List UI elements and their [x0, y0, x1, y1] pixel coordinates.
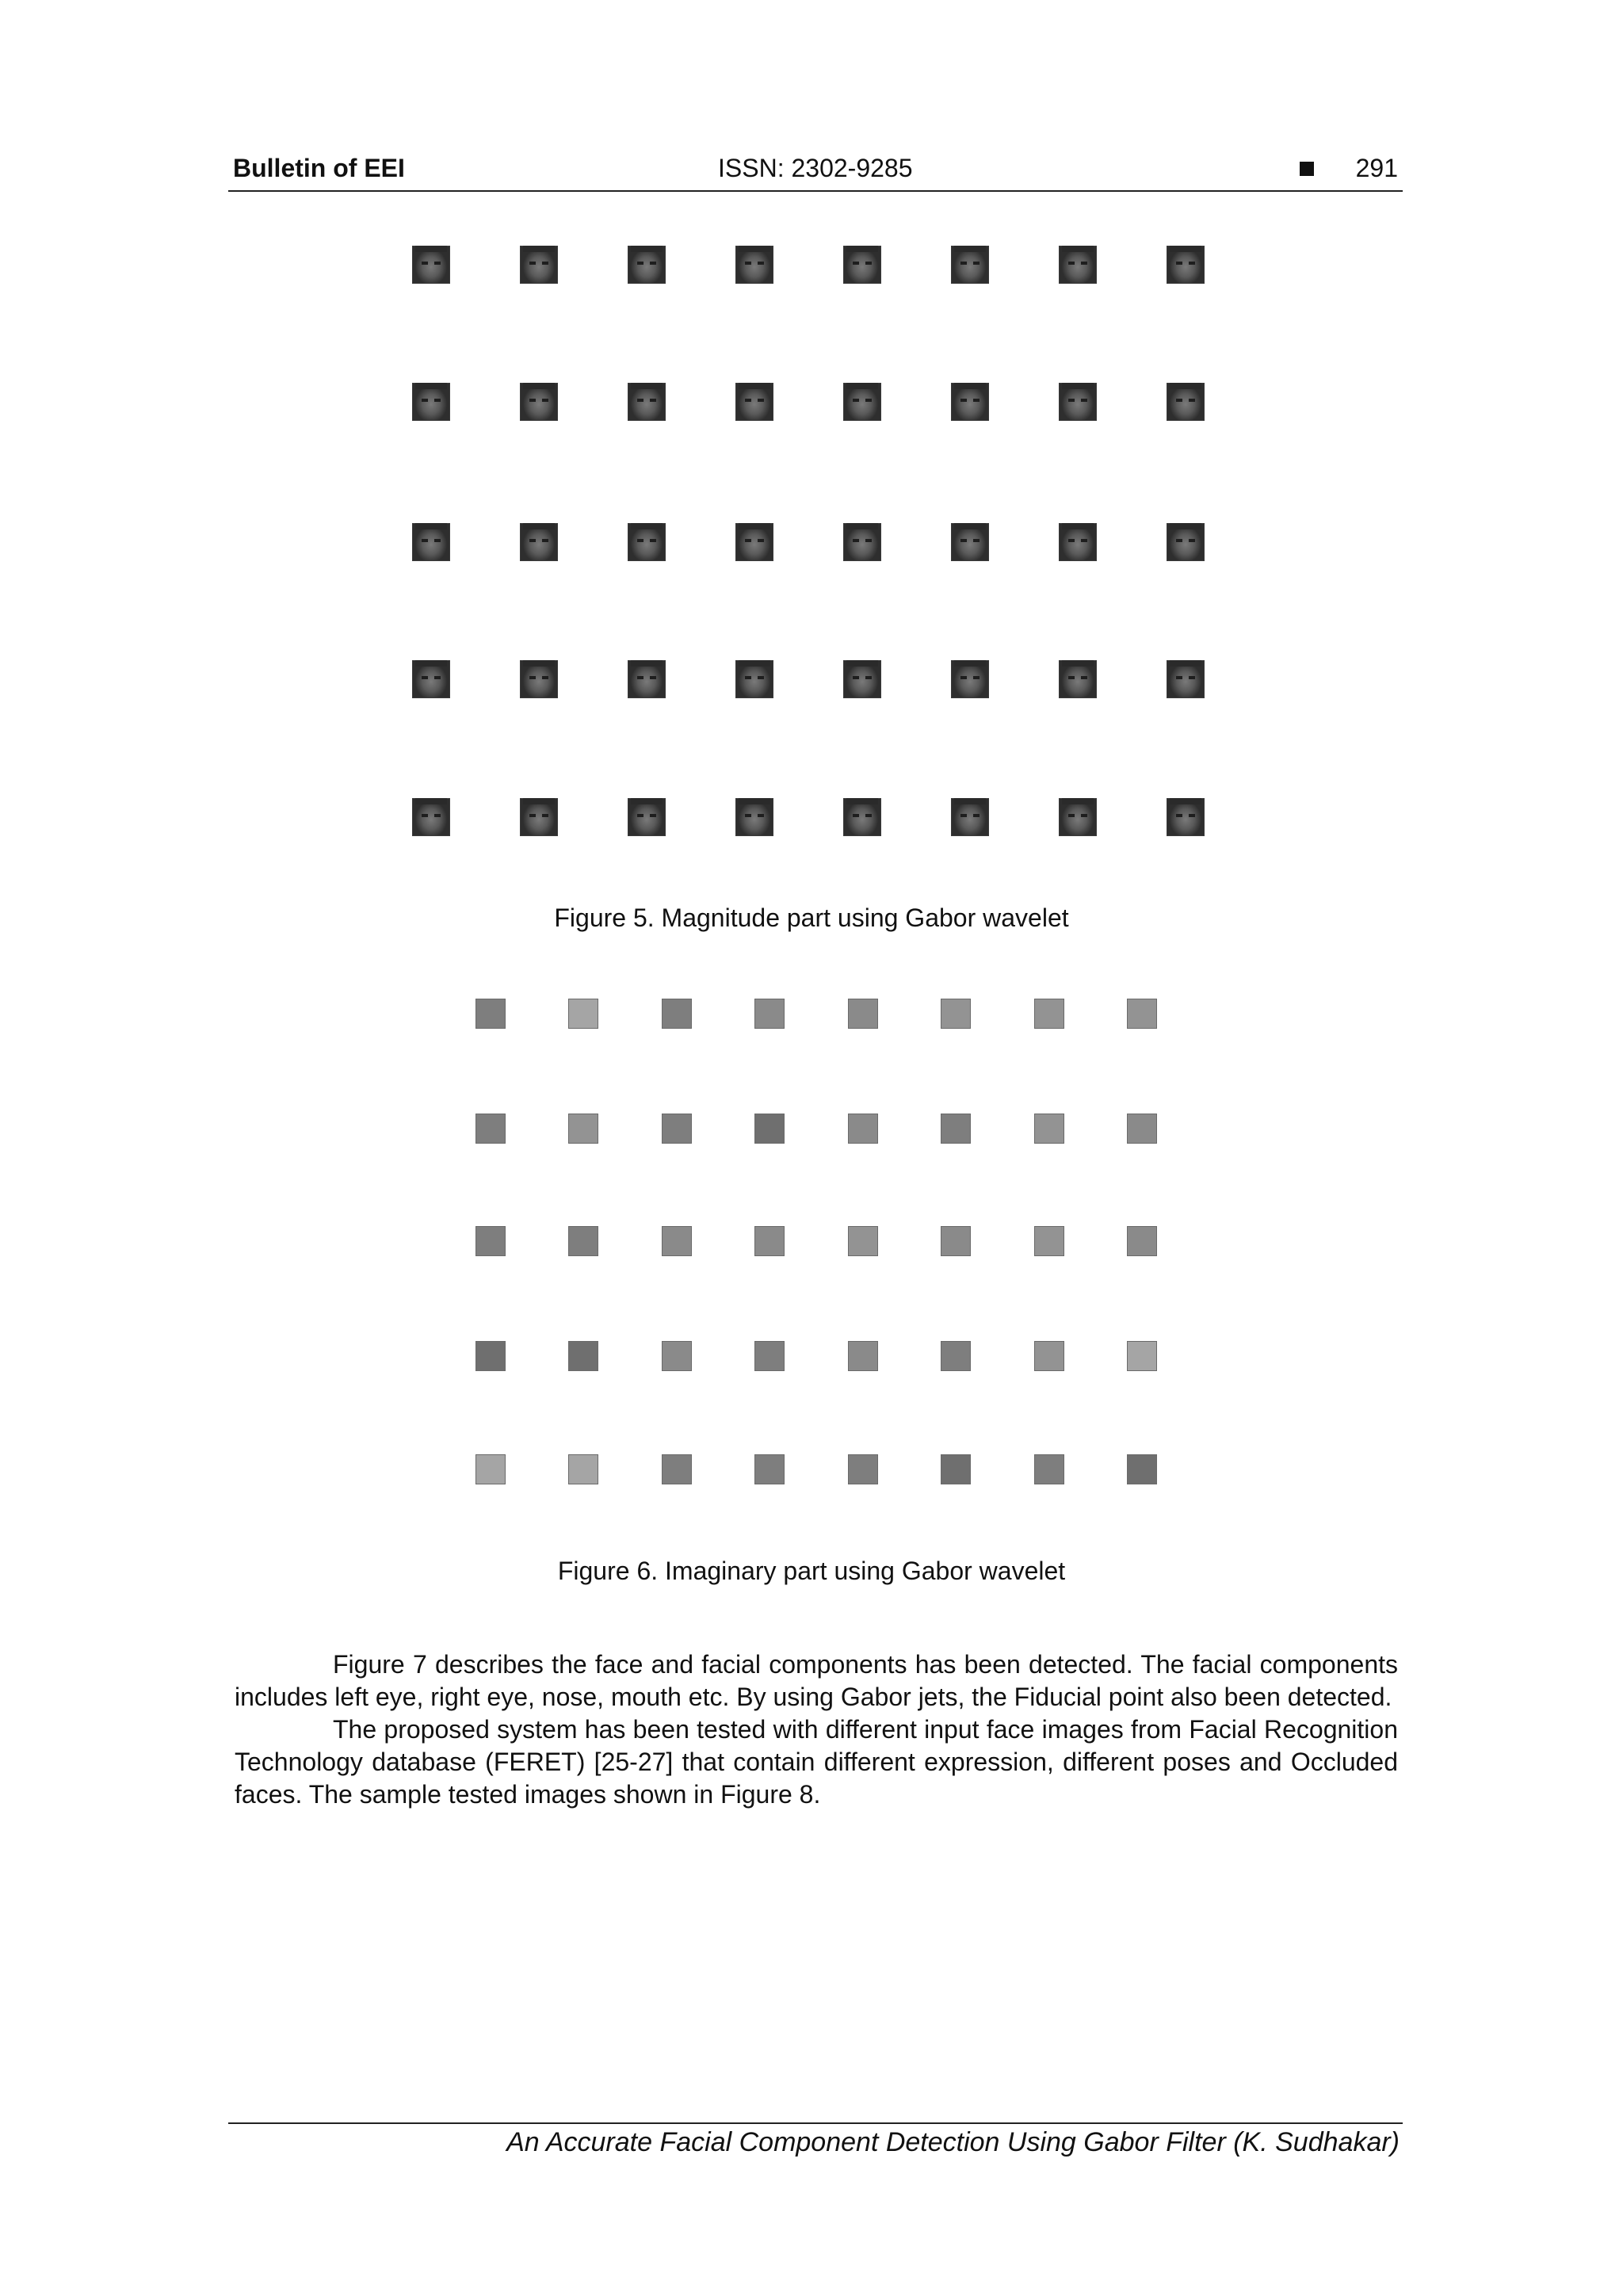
gabor-imaginary-tile — [754, 999, 785, 1029]
gabor-imaginary-tile — [662, 1341, 692, 1371]
gabor-imaginary-tile — [662, 1454, 692, 1484]
figure-5-grid — [412, 246, 1205, 864]
gabor-magnitude-tile — [1059, 798, 1097, 836]
issn: ISSN: 2302-9285 — [718, 154, 913, 182]
figure-6-grid — [475, 999, 1157, 1522]
gabor-imaginary-tile — [1127, 1114, 1157, 1144]
gabor-imaginary-tile — [848, 1454, 878, 1484]
figure-5-row — [412, 798, 1205, 838]
gabor-magnitude-tile — [628, 798, 666, 836]
gabor-magnitude-tile — [520, 798, 558, 836]
gabor-magnitude-tile — [1167, 798, 1205, 836]
figure-5-row — [412, 523, 1205, 563]
gabor-magnitude-tile — [843, 798, 881, 836]
figure-6-row — [475, 1226, 1157, 1258]
gabor-imaginary-tile — [568, 1454, 598, 1484]
gabor-magnitude-tile — [520, 523, 558, 561]
gabor-magnitude-tile — [843, 523, 881, 561]
gabor-magnitude-tile — [1059, 660, 1097, 698]
gabor-imaginary-tile — [1034, 1341, 1064, 1371]
gabor-imaginary-tile — [941, 999, 971, 1029]
figure-6-row — [475, 999, 1157, 1030]
gabor-imaginary-tile — [848, 1226, 878, 1256]
body-text — [235, 1648, 1398, 1811]
gabor-imaginary-tile — [1127, 1454, 1157, 1484]
gabor-magnitude-tile — [628, 660, 666, 698]
gabor-magnitude-tile — [412, 246, 450, 284]
gabor-imaginary-tile — [848, 999, 878, 1029]
gabor-magnitude-tile — [628, 383, 666, 421]
gabor-magnitude-tile — [1059, 246, 1097, 284]
gabor-imaginary-tile — [1127, 999, 1157, 1029]
paragraph: The proposed system has been tested with different input face images from Facial Recognition Technology database (FERET) [25-27] that contain different expression, different poses and Occluded faces. The sample tested images shown in Figure 8. — [235, 1715, 1398, 1809]
gabor-imaginary-tile — [941, 1226, 971, 1256]
gabor-imaginary-tile — [1034, 1226, 1064, 1256]
gabor-magnitude-tile — [843, 660, 881, 698]
gabor-magnitude-tile — [520, 383, 558, 421]
gabor-magnitude-tile — [735, 660, 773, 698]
figure-5-row — [412, 383, 1205, 422]
gabor-magnitude-tile — [412, 383, 450, 421]
square-bullet-icon — [1300, 162, 1314, 176]
figure-5-row — [412, 660, 1205, 700]
gabor-imaginary-tile — [848, 1114, 878, 1144]
footer-rule — [228, 2122, 1403, 2124]
gabor-imaginary-tile — [475, 1341, 506, 1371]
figure-6-row — [475, 1114, 1157, 1145]
gabor-imaginary-tile — [568, 1341, 598, 1371]
figure-6-row — [475, 1454, 1157, 1486]
gabor-magnitude-tile — [1167, 660, 1205, 698]
gabor-imaginary-tile — [475, 1454, 506, 1484]
gabor-magnitude-tile — [951, 383, 989, 421]
gabor-magnitude-tile — [951, 246, 989, 284]
figure-5-caption: Figure 5. Magnitude part using Gabor wavelet — [554, 904, 1069, 932]
gabor-magnitude-tile — [1059, 383, 1097, 421]
page-number: 291 — [1355, 154, 1398, 182]
gabor-magnitude-tile — [412, 523, 450, 561]
gabor-imaginary-tile — [941, 1114, 971, 1144]
gabor-imaginary-tile — [941, 1341, 971, 1371]
page-header — [228, 152, 1403, 192]
gabor-magnitude-tile — [735, 798, 773, 836]
gabor-magnitude-tile — [1167, 383, 1205, 421]
gabor-imaginary-tile — [475, 1114, 506, 1144]
figure-6-row — [475, 1341, 1157, 1373]
gabor-imaginary-tile — [848, 1341, 878, 1371]
gabor-imaginary-tile — [941, 1454, 971, 1484]
gabor-magnitude-tile — [843, 383, 881, 421]
gabor-magnitude-tile — [1167, 246, 1205, 284]
gabor-magnitude-tile — [520, 660, 558, 698]
gabor-imaginary-tile — [1127, 1226, 1157, 1256]
gabor-magnitude-tile — [735, 246, 773, 284]
gabor-magnitude-tile — [951, 523, 989, 561]
figure-5-row — [412, 246, 1205, 285]
gabor-imaginary-tile — [1034, 1114, 1064, 1144]
gabor-imaginary-tile — [754, 1114, 785, 1144]
figure-6-caption: Figure 6. Imaginary part using Gabor wavelet — [557, 1557, 1066, 1585]
gabor-imaginary-tile — [1034, 999, 1064, 1029]
gabor-magnitude-tile — [628, 523, 666, 561]
gabor-imaginary-tile — [568, 1226, 598, 1256]
gabor-imaginary-tile — [568, 1114, 598, 1144]
gabor-imaginary-tile — [475, 1226, 506, 1256]
gabor-imaginary-tile — [754, 1226, 785, 1256]
gabor-imaginary-tile — [662, 1226, 692, 1256]
gabor-magnitude-tile — [520, 246, 558, 284]
gabor-magnitude-tile — [951, 798, 989, 836]
gabor-magnitude-tile — [412, 798, 450, 836]
gabor-imaginary-tile — [754, 1341, 785, 1371]
gabor-imaginary-tile — [662, 1114, 692, 1144]
gabor-imaginary-tile — [568, 999, 598, 1029]
gabor-magnitude-tile — [1167, 523, 1205, 561]
gabor-imaginary-tile — [754, 1454, 785, 1484]
gabor-magnitude-tile — [843, 246, 881, 284]
paragraph: Figure 7 describes the face and facial components has been detected. The facial components includes left eye, right eye, nose, mouth etc. By using Gabor jets, the Fiducial point also been detected. — [235, 1650, 1398, 1711]
gabor-magnitude-tile — [951, 660, 989, 698]
gabor-imaginary-tile — [1034, 1454, 1064, 1484]
gabor-imaginary-tile — [475, 999, 506, 1029]
gabor-magnitude-tile — [628, 246, 666, 284]
gabor-imaginary-tile — [1127, 1341, 1157, 1371]
gabor-magnitude-tile — [412, 660, 450, 698]
running-title: An Accurate Facial Component Detection Using Gabor Filter (K. Sudhakar) — [506, 2127, 1400, 2157]
gabor-magnitude-tile — [735, 383, 773, 421]
journal-name: Bulletin of EEI — [233, 154, 405, 182]
gabor-magnitude-tile — [1059, 523, 1097, 561]
gabor-imaginary-tile — [662, 999, 692, 1029]
gabor-magnitude-tile — [735, 523, 773, 561]
